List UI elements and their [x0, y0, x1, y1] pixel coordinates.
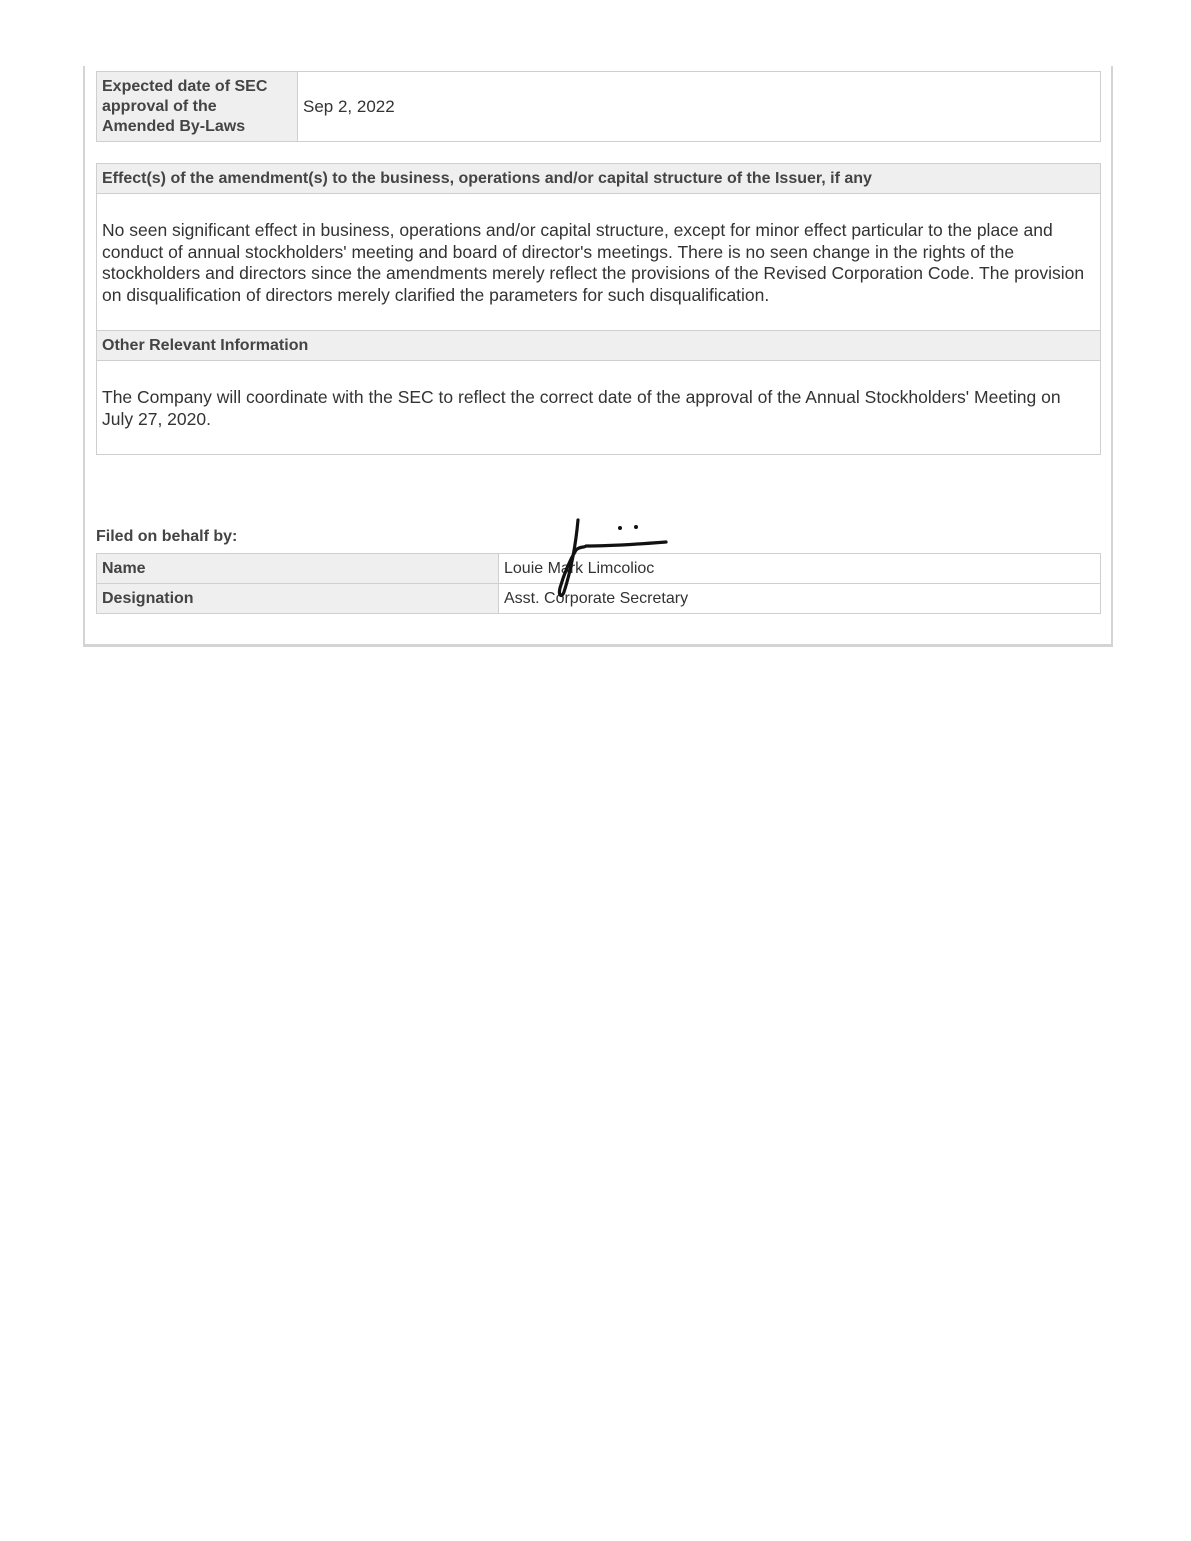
- filed-on-behalf-label: Filed on behalf by:: [96, 528, 238, 545]
- name-value: Louie Mark Limcolioc: [499, 554, 1101, 584]
- sec-approval-table: [96, 71, 1101, 142]
- other-info-header: Other Relevant Information: [97, 331, 1100, 361]
- sec-approval-row: [97, 72, 1101, 142]
- name-label: Name: [97, 554, 499, 584]
- filed-by-table: [96, 553, 1101, 614]
- sec-approval-label: Expected date of SEC approval of the Amended By-Laws: [97, 72, 298, 142]
- effects-text: No seen significant effect in business, operations and/or capital structure, except for minor effect particular to the place and conduct of annual stockholders' meeting and board of director's meetings. There is no seen change in the rights of the stockholders and directors since the amendments merely reflect the provisions of the Revised Corporation Code. The provision on disqualification of directors merely clarified the parameters for such disqualification.: [102, 220, 1085, 305]
- effects-section: [96, 163, 1101, 331]
- other-info-section: [96, 330, 1101, 455]
- other-info-text: The Company will coordinate with the SEC to reflect the correct date of the approval of the Annual Stockholders' Meeting on July 27, 2020.: [102, 387, 1061, 429]
- designation-label: Designation: [97, 584, 499, 614]
- effects-header: Effect(s) of the amendment(s) to the business, operations and/or capital structure of the Issuer, if any: [97, 164, 1100, 194]
- sec-approval-value: Sep 2, 2022: [298, 72, 1101, 142]
- filed-name-row: [97, 554, 1101, 584]
- designation-value: Asst. Corporate Secretary: [499, 584, 1101, 614]
- filed-designation-row: [97, 584, 1101, 614]
